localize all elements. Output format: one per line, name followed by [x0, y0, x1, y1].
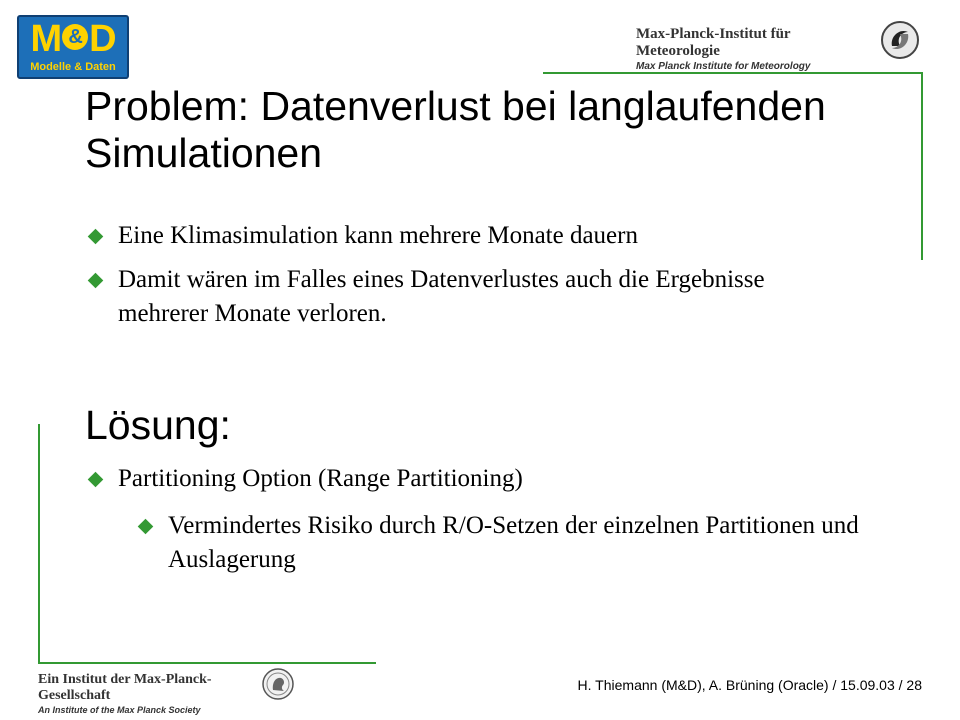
- society-footer: [38, 672, 268, 716]
- solution-title: Lösung:: [85, 402, 231, 448]
- institute-name-en: Max Planck Institute for Meteorology: [636, 61, 811, 72]
- mpi-emblem-icon: [880, 20, 920, 60]
- solution-sub-bullet-text: Vermindertes Risiko durch R/O-Setzen der einzelnen Partitionen und Auslagerung: [168, 512, 859, 573]
- slide-title: Problem: Datenverlust bei langlaufenden Simulationen: [85, 83, 826, 176]
- problem-bullet-text: Damit wären im Falles eines Datenverlustes auch die Ergebnisse mehrerer Monate verloren.: [118, 266, 765, 327]
- institute-name-de: Max-Planck-Institut für Meteorologie: [636, 26, 791, 59]
- diamond-bullet-icon: [88, 229, 104, 245]
- footer-credit: H. Thiemann (M&D), A. Brüning (Oracle) / 15.09.03 / 28: [577, 677, 922, 693]
- md-logo-ampersand: &: [62, 24, 88, 50]
- frame-line-left: [38, 424, 40, 664]
- diamond-bullet-icon: [138, 519, 154, 535]
- md-logo: [17, 15, 129, 79]
- md-logo-letters: M & D: [30, 18, 116, 60]
- diamond-bullet-icon: [88, 273, 104, 289]
- frame-line-top: [543, 72, 923, 74]
- frame-line-right: [921, 72, 923, 260]
- problem-bullet: [118, 219, 878, 253]
- institute-header: [636, 26, 876, 73]
- problem-bullet: [118, 263, 838, 331]
- solution-bullet-text: Partitioning Option (Range Partitioning): [118, 465, 523, 492]
- minerva-emblem-icon: [262, 668, 294, 700]
- frame-line-bottom: [38, 662, 376, 664]
- problem-bullet-text: Eine Klimasimulation kann mehrere Monate dauern: [118, 222, 638, 249]
- diamond-bullet-icon: [88, 472, 104, 488]
- society-name-en: An Institute of the Max Planck Society: [38, 705, 201, 715]
- society-name-de: Ein Institut der Max-Planck-Gesellschaft: [38, 672, 212, 703]
- solution-bullet: [118, 462, 878, 496]
- md-logo-subtitle: Modelle & Daten: [30, 61, 116, 73]
- solution-sub-bullet: [168, 509, 888, 577]
